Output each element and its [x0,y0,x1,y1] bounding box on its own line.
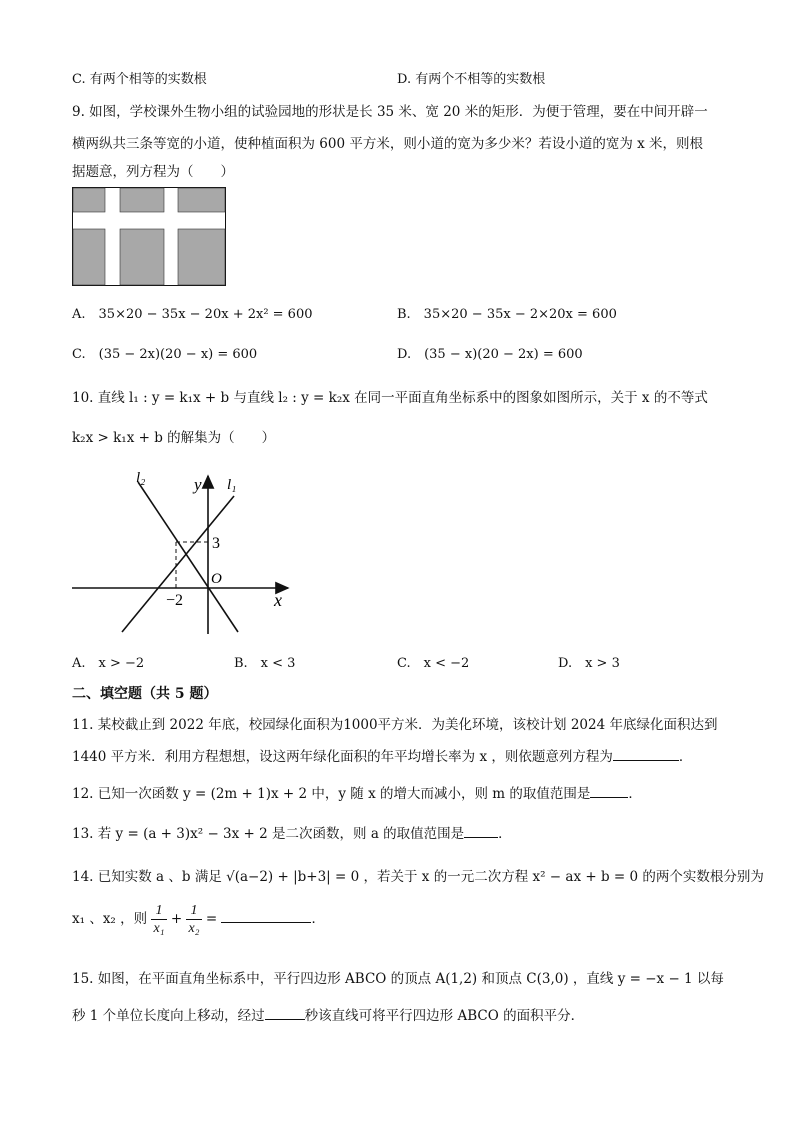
q9-text-line2: 横两纵共三条等宽的小道，使种植面积为 600 平方米，则小道的宽为多少米？若设小道的宽为 x 米，则根 [72,136,704,152]
q11-period: ． [678,749,693,765]
q14-frac1-denominator: x₁ [153,921,165,936]
q8-option-d: D. 有两个不相等的实数根 [397,72,546,87]
label-origin: O [211,571,222,587]
q15-text-b: 秒该直线可将平行四边形 ABCO 的面积平分． [304,1008,585,1024]
q14-fraction-2 [186,902,201,937]
q14-period: ． [311,911,325,927]
label-x: x [274,590,282,610]
q13-line [72,822,512,842]
q14-line2 [72,902,325,937]
label-neg2: −2 [166,592,184,609]
q15-text-line1: 15. 如图，在平面直角坐标系中，平行四边形 ABCO 的顶点 A(1,2) 和顶点 C(3,0) ，直线 y = −x − 1 以每 [72,971,724,987]
q14-frac2-numerator: 1 [186,902,201,920]
q13-text: 13. 若 y = (a + 3)x² − 3x + 2 是二次函数，则 a 的取值范围是 [72,826,465,842]
q9-text-line1: 9. 如图，学校课外生物小组的试验园地的形状是长 35 米、宽 20 米的矩形．为便于管理，要在中间开辟一 [72,104,708,120]
q15-answer-blank[interactable] [265,1007,305,1020]
q9-text-line3: 据题意，列方程为（ ） [72,164,234,180]
q9-option-d: D. (35 − x)(20 − 2x) = 600 [397,347,583,362]
q12-answer-blank[interactable] [590,785,628,798]
q11-answer-blank[interactable] [613,748,679,761]
q15-text-a: 秒 1 个单位长度向上移动，经过 [72,1008,265,1024]
label-y: y [194,475,202,494]
q10-coordinate-graph [66,462,306,642]
q11-text-line2 [72,745,692,765]
section-heading-fill-in: 二、填空题（共 5 题） [72,686,218,702]
q14-answer-blank[interactable] [221,910,311,923]
q14-roots-text: x₁ 、x₂ ，则 [72,911,148,927]
label-3: 3 [212,535,220,552]
q12-period: ． [628,786,642,802]
q14-plus: + [170,911,183,927]
q9-option-a: A. 35×20 − 35x − 20x + 2x² = 600 [72,307,313,322]
q13-answer-blank[interactable] [464,825,498,838]
q15-line2 [72,1004,584,1024]
q9-option-c: C. (35 − 2x)(20 − x) = 600 [72,347,258,362]
q14-frac2-denominator: x₂ [188,921,200,936]
q14-equals: = [205,911,218,927]
label-l2: l₂ [136,470,146,486]
q12-line [72,782,642,802]
q9-garden-figure [72,187,226,286]
q10-option-b: B. x < 3 [234,656,296,671]
line-l2 [138,482,238,632]
q12-text: 12. 已知一次函数 y = (2m + 1)x + 2 中，y 随 x 的增大而减小，则 m 的取值范围是 [72,786,591,802]
q10-text-line1: 10. 直线 l₁ : y = k₁x + b 与直线 l₂ : y = k₂x 在同一平面直角坐标系中的图象如图所示，关于 x 的不等式 [72,390,708,406]
q14-frac1-numerator: 1 [151,902,166,920]
q10-text-line2: k₂x > k₁x + b 的解集为（ ） [72,430,276,446]
q10-option-a: A. x > −2 [72,656,145,671]
q14-text-line1: 14. 已知实数 a 、b 满足 √(a−2) + |b+3| = 0 ，若关于 x 的一元二次方程 x² − ax + b = 0 的两个实数根分别为 [72,869,764,885]
line-l1 [122,496,234,632]
q13-period: ． [498,826,512,842]
q11-text: 1440 平方米．利用方程想想，设这两年绿化面积的年平均增长率为 x ，则依题意列方程为 [72,749,613,765]
q10-option-c: C. x < −2 [397,656,470,671]
label-l1: l₁ [227,477,237,493]
q9-option-b: B. 35×20 − 35x − 2×20x = 600 [397,307,617,322]
q14-fraction-1 [151,902,166,937]
q11-text-line1: 11. 某校截止到 2022 年底，校园绿化面积为1000平方米．为美化环境，该校计划 2024 年底绿化面积达到 [72,717,718,733]
q10-option-d: D. x > 3 [558,656,620,671]
q8-option-c: C. 有两个相等的实数根 [72,72,207,87]
